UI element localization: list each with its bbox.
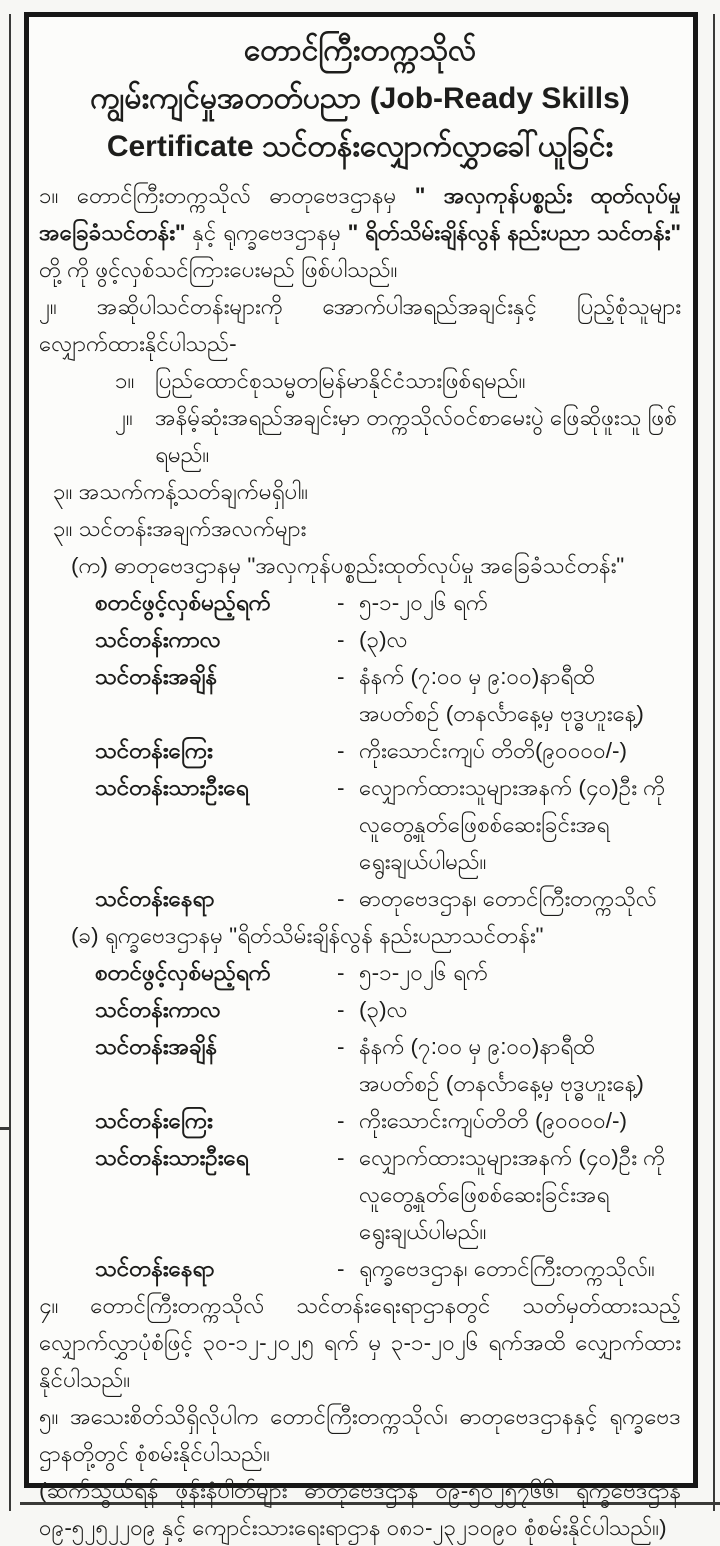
- course-a-row-duration: [95, 621, 681, 658]
- course-b-row-duration: [95, 991, 681, 1028]
- course-b-location-value: ရုက္ခဗေဒဌာန၊ တောင်ကြီးတက္ကသိုလ်။: [359, 1256, 655, 1281]
- dash-separator: -: [337, 664, 345, 689]
- course-b-row-location: [95, 1250, 681, 1287]
- course-b-row-start-date: [95, 954, 681, 991]
- course-a-row-time: [95, 658, 681, 732]
- dash-separator: -: [337, 738, 345, 763]
- course-b-location-label: သင်တန်းနေရာ: [95, 1256, 215, 1281]
- dash-separator: -: [337, 627, 345, 652]
- requirement-item-1: [115, 362, 681, 399]
- course-a-start-date-label: စတင်ဖွင့်လှစ်မည့်ရက်: [95, 590, 271, 615]
- dash-separator: -: [337, 1108, 345, 1133]
- course-a-time-value: နံနက် (၇:၀၀ မှ ၉:၀၀)နာရီထိ အပတ်စဉ် (တနင်္လာနေ့မှ ဗုဒ္ဓဟူးနေ့): [359, 664, 644, 726]
- course-a-duration-label: သင်တန်းကာလ: [95, 627, 221, 652]
- course-b-duration-value: (၃)လ: [359, 997, 408, 1022]
- left-column-tick: [0, 1127, 10, 1130]
- course-a-heading: (က) ဓာတုဗေဒဌာနမှ "အလှကုန်ပစ္စည်းထုတ်လုပ်မှု အခြေခံသင်တန်း": [71, 553, 625, 578]
- requirement-item-1-number: ၁။: [115, 368, 135, 393]
- course-b-start-date-label: စတင်ဖွင့်လှစ်မည့်ရက်: [95, 960, 271, 985]
- paragraph-6-contact-phones: (ဆက်သွယ်ရန် ဖုန်းနံပါတ်များ ဓာတုဗေဒဌာန ၀၉-၅၀၂၅၇၆၆၊ ရုက္ခဗေဒဌာန ၀၉-၅၂၅၂၂၀၉ နှင့် ကျောင်းသားရေးရာဌာန ၀၈၁-၂၃၂၁၀၉၀ စုံစမ်းနိုင်ပါသည်။): [39, 1478, 681, 1540]
- paragraph-5-inquiry: ၅။ အသေးစိတ်သိရှိလိုပါက တောင်ကြီးတက္ကသိုလ်၊ ဓာတုဗေဒဌာနနှင့် ရုက္ခဗေဒဌာနတို့တွင် စုံစမ်းနိုင်ပါသည်။: [39, 1404, 681, 1466]
- item-3-no-age-limit: ၃။ အသက်ကန့်သတ်ချက်မရှိပါ။: [53, 479, 309, 504]
- requirement-item-2-text: အနိမ့်ဆုံးအရည်အချင်းမှာ တက္ကသိုလ်ဝင်စာမေးပွဲ ဖြေဆိုဖူးသူ ဖြစ်ရမည်။: [155, 405, 677, 467]
- course-b-fee-value: ကိုးသောင်းကျပ်တိတိ (၉၀၀၀၀/-): [359, 1108, 628, 1133]
- course-a-row-location: [95, 880, 681, 917]
- dash-separator: -: [337, 590, 345, 615]
- dash-separator: -: [337, 1145, 345, 1170]
- notice-title: [39, 27, 681, 171]
- course-a-row-start-date: [95, 584, 681, 621]
- title-line-3: Certificate သင်တန်းလျှောက်လွှာခေါ်ယူခြင်း: [106, 130, 614, 163]
- dash-separator: -: [337, 775, 345, 800]
- dash-separator: -: [337, 886, 345, 911]
- course-b-start-date-value: ၅-၁-၂၀၂၆ ရက်: [359, 960, 488, 985]
- dash-separator: -: [337, 1256, 345, 1281]
- course-b-duration-label: သင်တန်းကာလ: [95, 997, 221, 1022]
- title-line-2: ကျွမ်းကျင်မှုအတတ်ပညာ (Job-Ready Skills): [90, 82, 630, 115]
- course-b-time-label: သင်တန်းအချိန်: [95, 1034, 218, 1059]
- course-b-row-fee: [95, 1102, 681, 1139]
- course-a-row-trainees: [95, 769, 681, 880]
- course-a-trainees-value: လျှောက်ထားသူများအနက် (၄၀)ဦး ကိုလူတွေ့နှုတ်ဖြေစစ်ဆေးခြင်းအရ ရွေးချယ်ပါမည်။: [359, 775, 666, 874]
- course-a-row-fee: [95, 732, 681, 769]
- paragraph-4-application-period: ၄။ တောင်ကြီးတက္ကသိုလ် သင်တန်းရေးရာဌာနတွင် သတ်မှတ်ထားသည့် လျှောက်လွှာပုံစံဖြင့် ၃၀-၁၂-၂၀၂၅ ရက် မှ ၃-၁-၂၀၂၆ ရက်အထိ လျှောက်ထားနိုင်ပါသည်။: [39, 1293, 681, 1392]
- course-b-trainees-label: သင်တန်းသားဦးရေ: [95, 1145, 249, 1170]
- course-b-trainees-value: လျှောက်ထားသူများအနက် (၄၀)ဦး ကို လူတွေ့နှုတ်ဖြေစစ်ဆေးခြင်းအရ ရွေးချယ်ပါမည်။: [359, 1145, 666, 1244]
- course-a-duration-value: (၃)လ: [359, 627, 408, 652]
- course-b-heading: (ခ) ရုက္ခဗေဒဌာနမှ "ရိတ်သိမ်းချိန်လွန် နည်းပညာသင်တန်း": [71, 923, 544, 948]
- course-b-row-time: [95, 1028, 681, 1102]
- dash-separator: -: [337, 960, 345, 985]
- title-line-1: တောင်ကြီးတက္ကသိုလ်: [243, 34, 477, 67]
- dash-separator: -: [337, 1034, 345, 1059]
- left-column-rule: [9, 14, 11, 1511]
- item-3-course-info: ၃။ သင်တန်းအချက်အလက်များ: [53, 516, 307, 541]
- dash-separator: -: [337, 997, 345, 1022]
- right-column-rule: [713, 14, 715, 1511]
- course-a-location-label: သင်တန်းနေရာ: [95, 886, 215, 911]
- course-a-time-label: သင်တန်းအချိန်: [95, 664, 218, 689]
- notice-box: [24, 12, 698, 1540]
- course-a-trainees-label: သင်တန်းသားဦးရေ: [95, 775, 249, 800]
- course-b-fee-label: သင်တန်းကြေး: [95, 1108, 213, 1133]
- course-b-row-trainees: [95, 1139, 681, 1250]
- requirement-item-1-text: ပြည်ထောင်စုသမ္မတမြန်မာနိုင်ငံသားဖြစ်ရမည်။: [155, 368, 526, 393]
- paragraph-2-intro: ၂။ အဆိုပါသင်တန်းများကို အောက်ပါအရည်အချင်းနှင့် ပြည့်စုံသူများ လျှောက်ထားနိုင်ပါသည်-: [39, 294, 681, 356]
- requirement-item-2-number: ၂။: [115, 405, 133, 430]
- course-a-fee-value: ကိုးသောင်းကျပ် တိတိ(၉၀၀၀၀/-): [359, 738, 628, 763]
- paragraph-1: ၁။ တောင်ကြီးတက္ကသိုလ် ဓာတုဗေဒဌာနမှ " အလှကုန်ပစ္စည်း ထုတ်လုပ်မှု အခြေခံသင်တန်း" နှင့် ရုက္ခဗေဒဌာနမှ " ရိတ်သိမ်းချိန်လွန် နည်းပညာ သင်တန်း" တို့ ကို ဖွင့်လှစ်သင်ကြားပေးမည် ဖြစ်ပါသည်။: [39, 183, 682, 282]
- course-b-time-value: နံနက် (၇:၀၀ မှ ၉:၀၀)နာရီထိ အပတ်စဉ် (တနင်္လာနေ့မှ ဗုဒ္ဓဟူးနေ့): [359, 1034, 644, 1096]
- notice-body: [39, 177, 681, 1546]
- requirement-item-2: [115, 399, 681, 473]
- course-a-fee-label: သင်တန်းကြေး: [95, 738, 213, 763]
- course-a-start-date-value: ၅-၁-၂၀၂၆ ရက်: [359, 590, 488, 615]
- course-a-location-value: ဓာတုဗေဒဌာန၊ တောင်ကြီးတက္ကသိုလ်: [359, 886, 657, 911]
